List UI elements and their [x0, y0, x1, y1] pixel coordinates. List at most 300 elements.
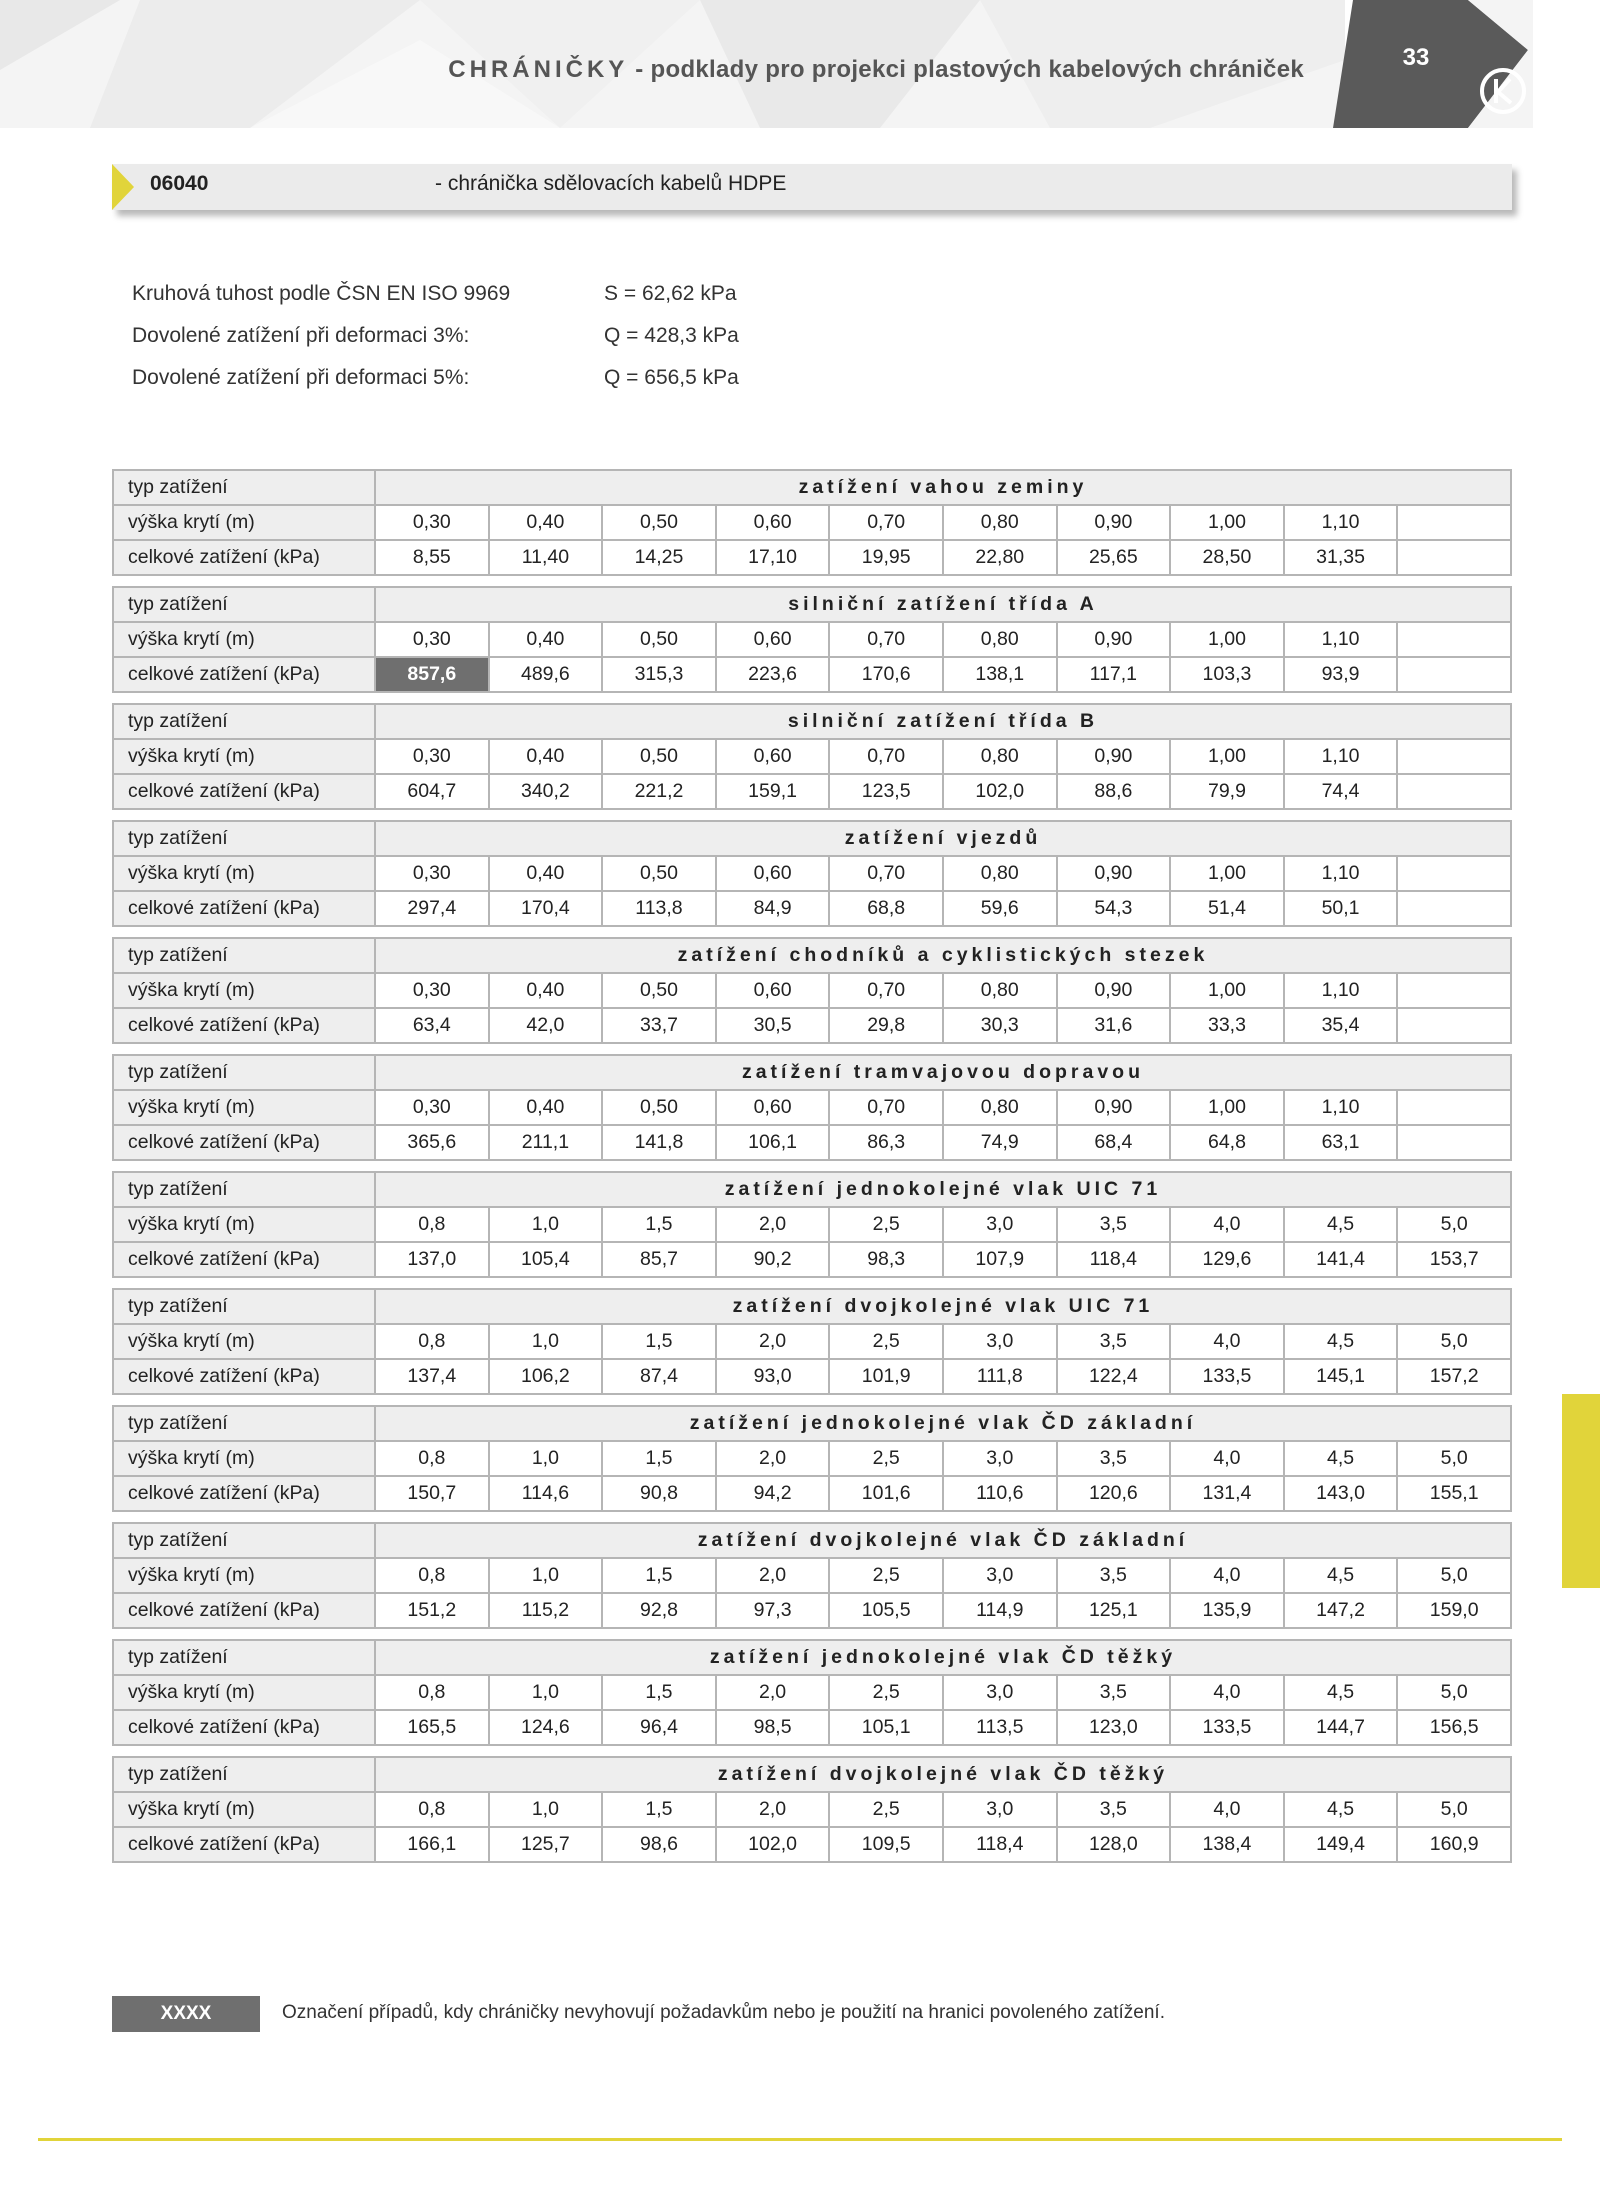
- height-cell: 4,0: [1170, 1207, 1284, 1242]
- load-cell: 604,7: [375, 774, 489, 809]
- spec-list: [132, 282, 739, 408]
- load-cell: 63,1: [1284, 1125, 1398, 1160]
- load-type-row: [113, 704, 1511, 739]
- load-cell: 149,4: [1284, 1827, 1398, 1862]
- row-label: celkové zatížení (kPa): [113, 1359, 375, 1394]
- height-cell: 0,30: [375, 739, 489, 774]
- header-brand: CHRÁNIČKY: [448, 56, 629, 83]
- load-cell: 105,1: [829, 1710, 943, 1745]
- section-gap: [113, 1628, 1511, 1640]
- row-label: typ zatížení: [113, 470, 375, 505]
- height-cell: 0,50: [602, 739, 716, 774]
- load-cell: 166,1: [375, 1827, 489, 1862]
- row-label: výška krytí (m): [113, 973, 375, 1008]
- section-gap: [113, 1277, 1511, 1289]
- height-cell: 1,0: [489, 1558, 603, 1593]
- height-cell: 1,0: [489, 1792, 603, 1827]
- load-cell: 93,0: [716, 1359, 830, 1394]
- load-cell: 54,3: [1057, 891, 1171, 926]
- height-cell: 0,50: [602, 973, 716, 1008]
- total-load-row: [113, 1359, 1511, 1394]
- row-label: výška krytí (m): [113, 505, 375, 540]
- height-cell: 1,5: [602, 1324, 716, 1359]
- section-title: zatížení jednokolejné vlak UIC 71: [375, 1172, 1511, 1207]
- height-cell: 5,0: [1397, 1558, 1511, 1593]
- height-cell: 1,5: [602, 1558, 716, 1593]
- height-cell: 1,00: [1170, 856, 1284, 891]
- load-cell: 35,4: [1284, 1008, 1398, 1043]
- row-label: celkové zatížení (kPa): [113, 1827, 375, 1862]
- load-cell: 98,3: [829, 1242, 943, 1277]
- height-cell: 0,8: [375, 1441, 489, 1476]
- gap-cell: [113, 926, 1511, 938]
- load-cell: 129,6: [1170, 1242, 1284, 1277]
- section-gap: [113, 1394, 1511, 1406]
- load-cell: 74,9: [943, 1125, 1057, 1160]
- cover-height-row: [113, 1324, 1511, 1359]
- load-cell: 151,2: [375, 1593, 489, 1628]
- side-accent-tab: [1562, 1394, 1600, 1588]
- section-title: zatížení vjezdů: [375, 821, 1511, 856]
- load-cell: 59,6: [943, 891, 1057, 926]
- row-label: celkové zatížení (kPa): [113, 1593, 375, 1628]
- load-type-row: [113, 470, 1511, 505]
- load-cell: 106,2: [489, 1359, 603, 1394]
- load-cell: 64,8: [1170, 1125, 1284, 1160]
- gap-cell: [113, 1043, 1511, 1055]
- height-cell: 5,0: [1397, 1441, 1511, 1476]
- height-cell: 3,5: [1057, 1558, 1171, 1593]
- height-cell: 0,50: [602, 856, 716, 891]
- row-label: typ zatížení: [113, 1289, 375, 1324]
- height-cell: 2,0: [716, 1441, 830, 1476]
- load-cell: 133,5: [1170, 1359, 1284, 1394]
- height-cell: 1,10: [1284, 505, 1398, 540]
- height-cell: 0,50: [602, 505, 716, 540]
- load-cell: 124,6: [489, 1710, 603, 1745]
- row-label: celkové zatížení (kPa): [113, 891, 375, 926]
- load-cell: 98,6: [602, 1827, 716, 1862]
- footer-line: [38, 2138, 1562, 2141]
- load-cell: 141,8: [602, 1125, 716, 1160]
- section-title: zatížení dvojkolejné vlak ČD základní: [375, 1523, 1511, 1558]
- height-cell: 5,0: [1397, 1207, 1511, 1242]
- row-label: celkové zatížení (kPa): [113, 540, 375, 575]
- height-cell: 1,10: [1284, 1090, 1398, 1125]
- height-cell: 1,0: [489, 1441, 603, 1476]
- load-cell: 33,7: [602, 1008, 716, 1043]
- height-cell: 0,30: [375, 856, 489, 891]
- row-label: celkové zatížení (kPa): [113, 1242, 375, 1277]
- row-label: celkové zatížení (kPa): [113, 1008, 375, 1043]
- load-cell: 153,7: [1397, 1242, 1511, 1277]
- height-cell: 0,30: [375, 1090, 489, 1125]
- height-cell: 4,0: [1170, 1441, 1284, 1476]
- cover-height-row: [113, 1558, 1511, 1593]
- total-load-row: [113, 1008, 1511, 1043]
- height-cell: 2,0: [716, 1792, 830, 1827]
- height-cell: 1,5: [602, 1207, 716, 1242]
- load-cell: 68,4: [1057, 1125, 1171, 1160]
- row-label: celkové zatížení (kPa): [113, 1476, 375, 1511]
- height-cell: [1397, 973, 1511, 1008]
- load-cell: 113,5: [943, 1710, 1057, 1745]
- load-cell: 31,35: [1284, 540, 1398, 575]
- load-cell: 165,5: [375, 1710, 489, 1745]
- load-cell: 28,50: [1170, 540, 1284, 575]
- section-gap: [113, 575, 1511, 587]
- height-cell: 1,00: [1170, 622, 1284, 657]
- height-cell: 1,0: [489, 1207, 603, 1242]
- height-cell: 0,30: [375, 973, 489, 1008]
- load-table: [112, 469, 1512, 1863]
- section-gap: [113, 809, 1511, 821]
- load-cell: 30,3: [943, 1008, 1057, 1043]
- load-cell: 14,25: [602, 540, 716, 575]
- height-cell: [1397, 1090, 1511, 1125]
- load-cell: 101,9: [829, 1359, 943, 1394]
- height-cell: 2,0: [716, 1207, 830, 1242]
- height-cell: 2,5: [829, 1207, 943, 1242]
- load-cell: 51,4: [1170, 891, 1284, 926]
- height-cell: 1,10: [1284, 739, 1398, 774]
- section-gap: [113, 1043, 1511, 1055]
- total-load-row: [113, 1125, 1511, 1160]
- load-cell: 170,6: [829, 657, 943, 692]
- load-cell: 11,40: [489, 540, 603, 575]
- height-cell: 2,5: [829, 1558, 943, 1593]
- height-cell: 0,40: [489, 1090, 603, 1125]
- height-cell: 0,60: [716, 1090, 830, 1125]
- height-cell: 2,5: [829, 1792, 943, 1827]
- height-cell: 0,40: [489, 856, 603, 891]
- load-cell: 90,8: [602, 1476, 716, 1511]
- load-cell: 110,6: [943, 1476, 1057, 1511]
- load-cell: 117,1: [1057, 657, 1171, 692]
- load-cell: [1397, 1125, 1511, 1160]
- load-type-row: [113, 1172, 1511, 1207]
- height-cell: 3,5: [1057, 1324, 1171, 1359]
- load-cell: 141,4: [1284, 1242, 1398, 1277]
- load-cell: 114,9: [943, 1593, 1057, 1628]
- height-cell: 0,90: [1057, 856, 1171, 891]
- height-cell: 0,40: [489, 973, 603, 1008]
- height-cell: 4,5: [1284, 1324, 1398, 1359]
- load-cell: 297,4: [375, 891, 489, 926]
- load-table-body: [113, 470, 1511, 1862]
- total-load-row: [113, 1593, 1511, 1628]
- section-title: zatížení chodníků a cyklistických stezek: [375, 938, 1511, 973]
- height-cell: 4,5: [1284, 1558, 1398, 1593]
- height-cell: 4,5: [1284, 1441, 1398, 1476]
- row-label: celkové zatížení (kPa): [113, 774, 375, 809]
- total-load-row: [113, 1476, 1511, 1511]
- total-load-row: [113, 774, 1511, 809]
- section-title: zatížení tramvajovou dopravou: [375, 1055, 1511, 1090]
- height-cell: 0,40: [489, 622, 603, 657]
- row-label: celkové zatížení (kPa): [113, 1125, 375, 1160]
- spec-value: Q = 656,5 kPa: [604, 366, 739, 389]
- section-title: silniční zatížení třída A: [375, 587, 1511, 622]
- load-cell: 109,5: [829, 1827, 943, 1862]
- section-title: zatížení vahou zeminy: [375, 470, 1511, 505]
- height-cell: 0,8: [375, 1792, 489, 1827]
- height-cell: 2,0: [716, 1675, 830, 1710]
- load-cell: [1397, 891, 1511, 926]
- height-cell: 2,5: [829, 1675, 943, 1710]
- height-cell: 1,00: [1170, 739, 1284, 774]
- height-cell: 0,90: [1057, 622, 1171, 657]
- product-bar-marker: [112, 164, 134, 210]
- height-cell: 1,5: [602, 1675, 716, 1710]
- height-cell: 0,60: [716, 505, 830, 540]
- load-cell: 105,5: [829, 1593, 943, 1628]
- product-description: - chránička sdělovacích kabelů HDPE: [435, 172, 787, 195]
- height-cell: 0,90: [1057, 973, 1171, 1008]
- height-cell: 0,60: [716, 973, 830, 1008]
- load-cell: 102,0: [943, 774, 1057, 809]
- height-cell: 0,70: [829, 505, 943, 540]
- height-cell: 0,80: [943, 505, 1057, 540]
- load-cell: 25,65: [1057, 540, 1171, 575]
- height-cell: [1397, 505, 1511, 540]
- cover-height-row: [113, 739, 1511, 774]
- load-cell: 97,3: [716, 1593, 830, 1628]
- load-cell: 87,4: [602, 1359, 716, 1394]
- legend-swatch: XXXX: [112, 1996, 260, 2032]
- section-title: zatížení dvojkolejné vlak ČD těžký: [375, 1757, 1511, 1792]
- row-label: typ zatížení: [113, 1640, 375, 1675]
- load-cell: [1397, 1008, 1511, 1043]
- legend-text: Označení případů, kdy chráničky nevyhovují požadavkům nebo je použití na hranici povoleného zatížení.: [282, 2002, 1165, 2023]
- load-cell: 138,4: [1170, 1827, 1284, 1862]
- cover-height-row: [113, 1090, 1511, 1125]
- load-type-row: [113, 1640, 1511, 1675]
- height-cell: 0,80: [943, 739, 1057, 774]
- load-cell: 84,9: [716, 891, 830, 926]
- spec-label: Dovolené zatížení při deformaci 3%:: [132, 324, 470, 347]
- load-cell: 157,2: [1397, 1359, 1511, 1394]
- gap-cell: [113, 1277, 1511, 1289]
- load-cell: 88,6: [1057, 774, 1171, 809]
- row-label: výška krytí (m): [113, 1792, 375, 1827]
- section-title: zatížení jednokolejné vlak ČD těžký: [375, 1640, 1511, 1675]
- load-cell: 42,0: [489, 1008, 603, 1043]
- load-cell: 101,6: [829, 1476, 943, 1511]
- header-subtitle: - podklady pro projekci plastových kabelových chrániček: [628, 56, 1304, 83]
- gap-cell: [113, 1511, 1511, 1523]
- load-type-row: [113, 1055, 1511, 1090]
- spec-row: [132, 366, 739, 408]
- load-cell: 79,9: [1170, 774, 1284, 809]
- load-type-row: [113, 938, 1511, 973]
- height-cell: 0,8: [375, 1207, 489, 1242]
- load-cell: 123,0: [1057, 1710, 1171, 1745]
- height-cell: 1,00: [1170, 505, 1284, 540]
- load-cell: 33,3: [1170, 1008, 1284, 1043]
- row-label: typ zatížení: [113, 1757, 375, 1792]
- load-cell: 147,2: [1284, 1593, 1398, 1628]
- section-gap: [113, 692, 1511, 704]
- spec-label: Kruhová tuhost podle ČSN EN ISO 9969: [132, 282, 511, 305]
- load-cell: 120,6: [1057, 1476, 1171, 1511]
- load-type-row: [113, 1289, 1511, 1324]
- row-label: výška krytí (m): [113, 1324, 375, 1359]
- cover-height-row: [113, 505, 1511, 540]
- height-cell: 4,0: [1170, 1792, 1284, 1827]
- row-label: typ zatížení: [113, 938, 375, 973]
- section-gap: [113, 1511, 1511, 1523]
- spec-row: [132, 324, 739, 366]
- row-label: typ zatížení: [113, 704, 375, 739]
- load-type-row: [113, 821, 1511, 856]
- load-cell: 107,9: [943, 1242, 1057, 1277]
- load-cell: 93,9: [1284, 657, 1398, 692]
- height-cell: 2,0: [716, 1558, 830, 1593]
- section-title: zatížení dvojkolejné vlak UIC 71: [375, 1289, 1511, 1324]
- height-cell: 1,00: [1170, 1090, 1284, 1125]
- load-cell: 96,4: [602, 1710, 716, 1745]
- page-header-title: [448, 56, 1304, 84]
- section-gap: [113, 1745, 1511, 1757]
- height-cell: 0,80: [943, 1090, 1057, 1125]
- load-cell: 135,9: [1170, 1593, 1284, 1628]
- height-cell: 1,00: [1170, 973, 1284, 1008]
- load-cell: 113,8: [602, 891, 716, 926]
- load-cell: 123,5: [829, 774, 943, 809]
- row-label: typ zatížení: [113, 587, 375, 622]
- k-logo-icon: [1478, 66, 1528, 116]
- row-label: typ zatížení: [113, 1055, 375, 1090]
- load-cell: 125,7: [489, 1827, 603, 1862]
- load-cell: 131,4: [1170, 1476, 1284, 1511]
- height-cell: 4,5: [1284, 1207, 1398, 1242]
- gap-cell: [113, 1628, 1511, 1640]
- row-label: výška krytí (m): [113, 1675, 375, 1710]
- load-cell: 50,1: [1284, 891, 1398, 926]
- height-cell: [1397, 622, 1511, 657]
- height-cell: 0,8: [375, 1558, 489, 1593]
- height-cell: 1,0: [489, 1675, 603, 1710]
- cover-height-row: [113, 973, 1511, 1008]
- height-cell: 4,0: [1170, 1324, 1284, 1359]
- cover-height-row: [113, 1441, 1511, 1476]
- height-cell: 5,0: [1397, 1792, 1511, 1827]
- gap-cell: [113, 1394, 1511, 1406]
- height-cell: 5,0: [1397, 1324, 1511, 1359]
- gap-cell: [113, 692, 1511, 704]
- height-cell: 0,40: [489, 739, 603, 774]
- height-cell: 0,8: [375, 1324, 489, 1359]
- load-cell: [1397, 540, 1511, 575]
- load-cell: 98,5: [716, 1710, 830, 1745]
- row-label: výška krytí (m): [113, 856, 375, 891]
- height-cell: 1,5: [602, 1792, 716, 1827]
- row-label: výška krytí (m): [113, 1558, 375, 1593]
- height-cell: 1,10: [1284, 973, 1398, 1008]
- load-cell: 144,7: [1284, 1710, 1398, 1745]
- height-cell: 3,0: [943, 1324, 1057, 1359]
- cover-height-row: [113, 1675, 1511, 1710]
- load-cell: 159,0: [1397, 1593, 1511, 1628]
- row-label: výška krytí (m): [113, 1441, 375, 1476]
- cover-height-row: [113, 856, 1511, 891]
- total-load-row: [113, 891, 1511, 926]
- row-label: typ zatížení: [113, 1172, 375, 1207]
- height-cell: 0,60: [716, 739, 830, 774]
- load-cell: 111,8: [943, 1359, 1057, 1394]
- load-cell: 143,0: [1284, 1476, 1398, 1511]
- load-cell: 118,4: [943, 1827, 1057, 1862]
- height-cell: 3,0: [943, 1558, 1057, 1593]
- load-cell: 30,5: [716, 1008, 830, 1043]
- cover-height-row: [113, 1792, 1511, 1827]
- height-cell: 1,5: [602, 1441, 716, 1476]
- height-cell: 0,70: [829, 739, 943, 774]
- gap-cell: [113, 1745, 1511, 1757]
- load-cell: 170,4: [489, 891, 603, 926]
- load-cell: 365,6: [375, 1125, 489, 1160]
- height-cell: 4,0: [1170, 1675, 1284, 1710]
- spec-label: Dovolené zatížení při deformaci 5%:: [132, 366, 470, 389]
- height-cell: 4,5: [1284, 1792, 1398, 1827]
- load-cell: 125,1: [1057, 1593, 1171, 1628]
- height-cell: [1397, 856, 1511, 891]
- height-cell: 0,70: [829, 622, 943, 657]
- height-cell: 1,10: [1284, 622, 1398, 657]
- load-cell: 122,4: [1057, 1359, 1171, 1394]
- section-gap: [113, 1160, 1511, 1172]
- load-cell: 86,3: [829, 1125, 943, 1160]
- section-title: zatížení jednokolejné vlak ČD základní: [375, 1406, 1511, 1441]
- height-cell: 4,0: [1170, 1558, 1284, 1593]
- load-cell: 137,4: [375, 1359, 489, 1394]
- row-label: celkové zatížení (kPa): [113, 657, 375, 692]
- load-cell: 155,1: [1397, 1476, 1511, 1511]
- spec-value: S = 62,62 kPa: [604, 282, 737, 305]
- load-cell: [1397, 774, 1511, 809]
- load-cell: 315,3: [602, 657, 716, 692]
- height-cell: 3,5: [1057, 1207, 1171, 1242]
- load-cell: 211,1: [489, 1125, 603, 1160]
- load-cell-highlighted: 857,6: [375, 657, 489, 692]
- total-load-row: [113, 540, 1511, 575]
- height-cell: 3,0: [943, 1792, 1057, 1827]
- load-cell: 85,7: [602, 1242, 716, 1277]
- load-cell: 102,0: [716, 1827, 830, 1862]
- height-cell: 0,50: [602, 1090, 716, 1125]
- total-load-row: [113, 657, 1511, 692]
- load-cell: 105,4: [489, 1242, 603, 1277]
- load-cell: 138,1: [943, 657, 1057, 692]
- load-cell: 92,8: [602, 1593, 716, 1628]
- load-cell: 118,4: [1057, 1242, 1171, 1277]
- height-cell: 0,90: [1057, 739, 1171, 774]
- load-type-row: [113, 1523, 1511, 1558]
- row-label: typ zatížení: [113, 1406, 375, 1441]
- page-number: 33: [1402, 44, 1430, 71]
- height-cell: 0,80: [943, 622, 1057, 657]
- load-cell: 159,1: [716, 774, 830, 809]
- load-cell: 94,2: [716, 1476, 830, 1511]
- load-cell: 128,0: [1057, 1827, 1171, 1862]
- load-cell: 19,95: [829, 540, 943, 575]
- height-cell: 0,30: [375, 505, 489, 540]
- row-label: výška krytí (m): [113, 739, 375, 774]
- height-cell: 3,0: [943, 1675, 1057, 1710]
- load-cell: 90,2: [716, 1242, 830, 1277]
- spec-value: Q = 428,3 kPa: [604, 324, 739, 347]
